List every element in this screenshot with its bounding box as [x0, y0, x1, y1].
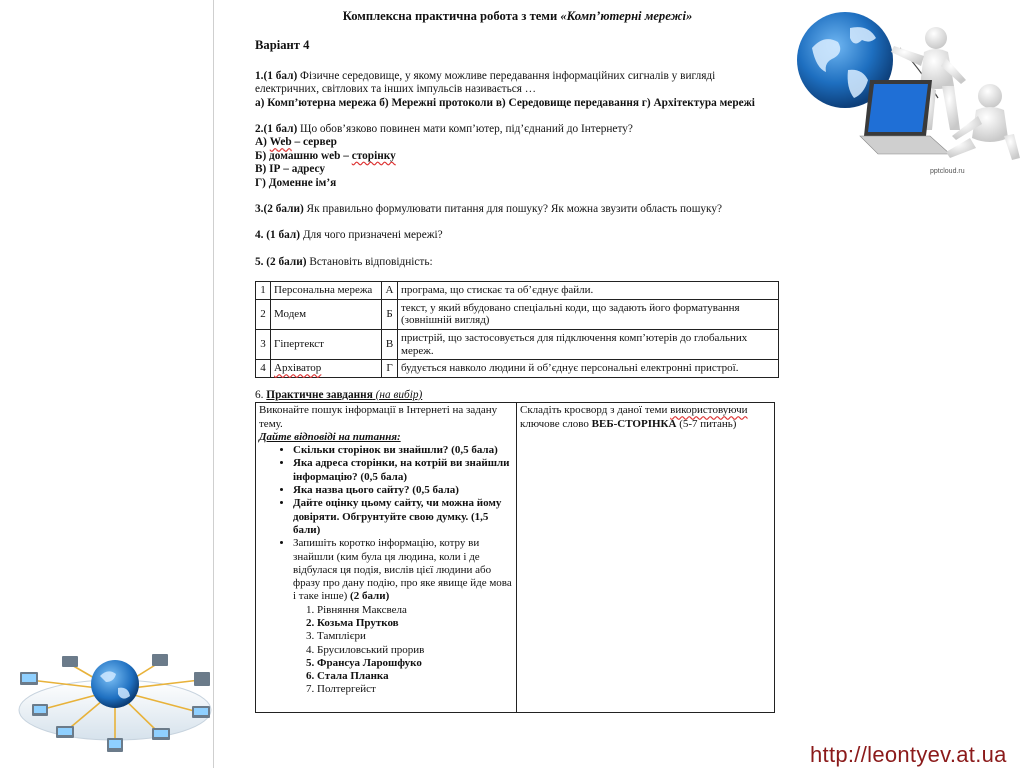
row-definition: будується навколо людини й об’єднує персональні електронні пристрої.	[398, 360, 779, 378]
q2-points: 2.(1 бал)	[255, 123, 298, 136]
list-item: 1. Рівняння Максвела	[317, 604, 513, 617]
list-item: 5. Франсуа Ларошфуко	[317, 657, 513, 670]
crossword-count: (5-7 питань)	[676, 417, 737, 430]
task-left-cell	[256, 403, 517, 713]
q3-points: 3.(2 бали)	[255, 203, 304, 216]
task-answers-heading: Дайте відповіді на питання:	[259, 430, 401, 443]
row-definition: пристрій, що застосовується для підключення комп’ютерів до глобальних мереж.	[398, 330, 779, 360]
q2-a-word: Web	[269, 136, 292, 149]
crossword-text: Складіть кросворд з даної теми	[520, 404, 671, 417]
q4-text: Для чого призначені мережі?	[300, 229, 443, 242]
list-item: • Скільки сторінок ви знайшли? (0,5 бала)	[293, 444, 513, 457]
list-item: 7. Полтергейст	[317, 683, 513, 696]
list-item: • Яка адреса сторінки, на котрій ви знайшли інформацію? (0,5 бала)	[293, 457, 513, 484]
q1-text: Фізичне середовище, у якому можливе передавання інформаційних сигналів у вигляді електричних, світлових та інших імпульсів називається …	[255, 69, 716, 96]
q2-text: Що обов’язково повинен мати комп’ютер, під’єднаний до Інтернету?	[297, 123, 633, 136]
row-number: 2	[256, 299, 271, 329]
q6-title: Практичне завдання	[266, 388, 373, 401]
q2-a-rest: – сервер	[291, 136, 337, 149]
row-letter: А	[382, 282, 398, 300]
q2-b-word: сторінку	[351, 149, 396, 162]
row-letter: Б	[382, 299, 398, 329]
table-row	[256, 330, 779, 360]
row-term: Архіватор	[271, 360, 382, 378]
topics-list	[259, 604, 513, 697]
network-devices-illustration	[10, 650, 220, 762]
source-url: http://leontyev.at.ua	[810, 742, 1007, 767]
q5-points: 5. (2 бали)	[255, 255, 307, 268]
row-letter: В	[382, 330, 398, 360]
row-number: 3	[256, 330, 271, 360]
last-bullet-points: (2 бали)	[350, 590, 390, 603]
q1-points: 1.(1 бал)	[255, 69, 298, 82]
list-item: 6. Стала Планка	[317, 670, 513, 683]
question-6	[255, 389, 780, 713]
table-row	[256, 282, 779, 300]
task-intro: Виконайте пошук інформації в Інтернеті на задану тему.	[259, 404, 498, 430]
title-text: Комплексна практична робота з теми	[342, 9, 561, 23]
list-item: • Дайте оцінку цьому сайту, чи можна йому довіряти. Обгрунтуйте свою думку. (1,5 бали)	[293, 497, 513, 537]
list-item: • Яка назва цього сайту? (0,5 бала)	[293, 484, 513, 497]
q1-options: а) Комп’ютерна мережа б) Мережні протоколи в) Середовище передавання г) Архітектура мережі	[255, 96, 755, 109]
crossword-keyword: ВЕБ-СТОРІНКА	[591, 417, 677, 430]
task-questions-list	[259, 444, 513, 604]
q3-text: Як правильно формулювати питання для пошуку? Як можна звузити область пошуку?	[303, 203, 723, 216]
q5-text: Встановіть відповідність:	[306, 255, 433, 268]
list-item	[317, 617, 513, 630]
q4-points: 4. (1 бал)	[255, 229, 301, 242]
row-term: Гіпертекст	[271, 330, 382, 360]
question-2	[255, 123, 780, 190]
globe-network-illustration	[790, 8, 1024, 178]
question-5	[255, 256, 780, 378]
document-title	[255, 10, 780, 23]
document-page	[255, 10, 780, 713]
list-item: 3. Тамплієри	[317, 630, 513, 643]
row-definition: текст, у який вбудовано спеціальні коди, що задають його форматування (зовнішній вигляд)	[398, 299, 779, 329]
variant-heading: Варіант 4	[255, 38, 310, 53]
row-number: 4	[256, 360, 271, 378]
row-term: Модем	[271, 299, 382, 329]
matching-table	[255, 281, 779, 378]
q2-option-c: В) ІР – адресу	[255, 163, 326, 176]
crossword-text-2: ключове слово	[520, 417, 592, 430]
list-item	[293, 537, 513, 603]
list-item: 4. Брусиловський прорив	[317, 644, 513, 657]
row-letter: Г	[382, 360, 398, 378]
image-credit: pptcloud.ru	[930, 168, 965, 175]
table-row	[256, 360, 779, 378]
task-table	[255, 402, 775, 713]
q6-number: 6.	[255, 388, 267, 401]
crossword-word: використовуючи	[670, 404, 748, 417]
row-definition: програма, що стискає та об’єднує файли.	[398, 282, 779, 300]
q2-option-d: Г) Доменне ім’я	[255, 176, 337, 189]
q6-note: (на вибір)	[372, 388, 423, 401]
question-1	[255, 70, 780, 110]
task-right-cell	[517, 403, 775, 713]
question-4	[255, 229, 780, 242]
q2-a-prefix: А)	[255, 136, 270, 149]
row-number: 1	[256, 282, 271, 300]
row-term: Персональна мережа	[271, 282, 382, 300]
topic-text: Козьма Прутков	[317, 617, 399, 629]
question-3	[255, 203, 780, 216]
table-row	[256, 299, 779, 329]
title-topic: «Комп’ютерні мережі»	[560, 9, 693, 23]
q2-b-prefix: Б) домашню web –	[255, 149, 352, 162]
last-bullet-text: Запишіть коротко інформацію, котру ви знайшли (ким була ця людина, коли і де відбулася ця подія, вислів цієї людини або фразу про дану подію, про яке явище йде мова і таке інше)	[293, 537, 512, 603]
